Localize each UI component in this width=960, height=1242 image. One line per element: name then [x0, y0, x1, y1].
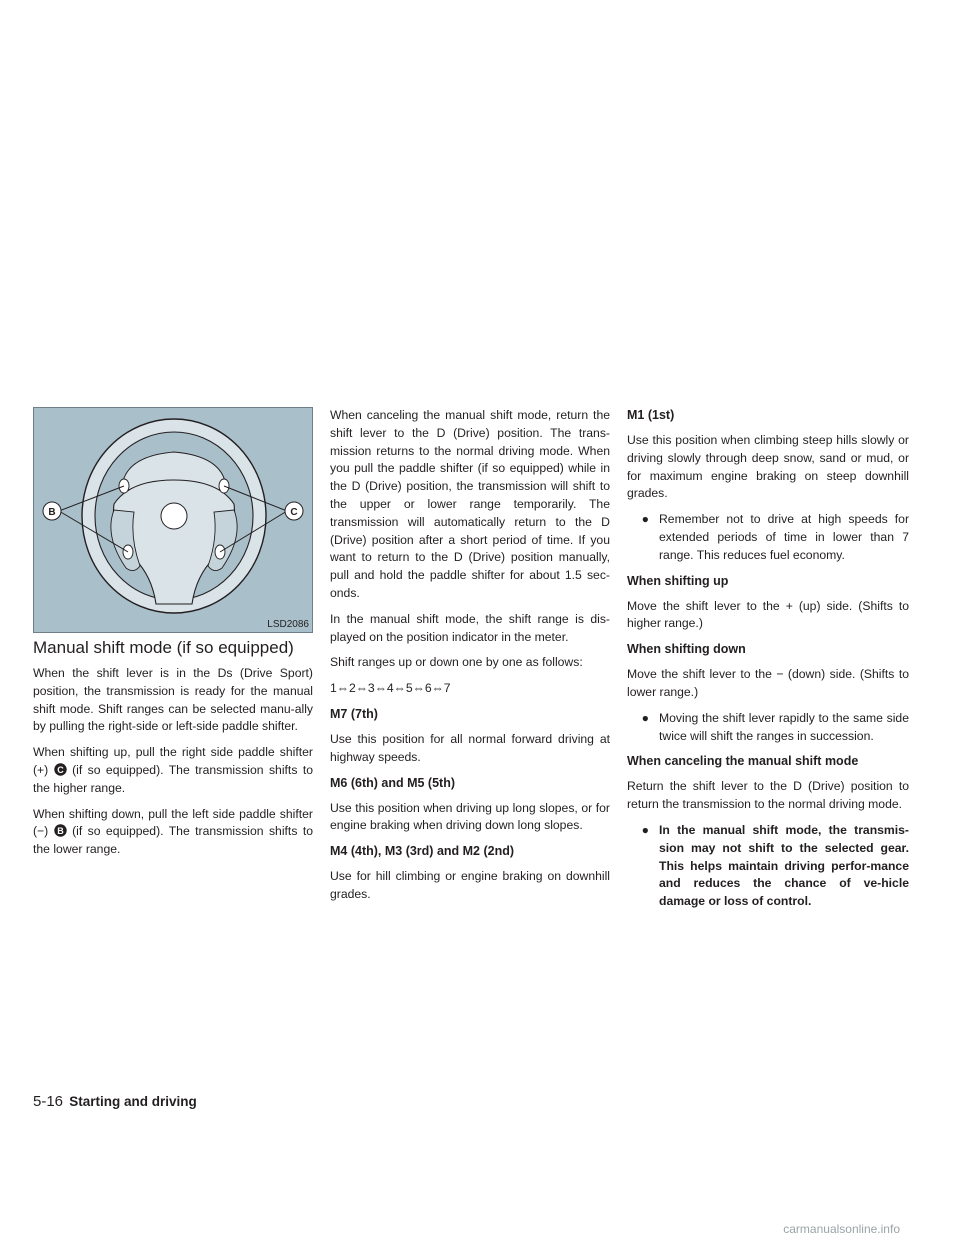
- heading-m7: M7 (7th): [330, 706, 378, 721]
- svg-text:B: B: [56, 826, 64, 837]
- steering-wheel-figure: [33, 407, 313, 633]
- page-number: 5-16: [33, 1093, 64, 1110]
- paragraph-m7: Use this position for all normal forward driving at highway speeds.: [330, 731, 610, 764]
- shift-sequence: 1⇔2⇔3⇔4⇔5⇔6⇔7: [330, 681, 451, 696]
- paragraph-m1: Use this position when climbing steep hills slowly or driving slowly through deep snow, sand or mud, or for maximum engine braking on steep downhill grades.: [627, 433, 909, 501]
- figure-label: LSD2086: [267, 619, 309, 630]
- bullet-icon: ●: [641, 710, 649, 725]
- paragraph-indicator: In the manual shift mode, the shift range is dis-played on the position indicator in the meter.: [330, 611, 610, 644]
- paragraph-canceling: When canceling the manual shift mode, return the shift lever to the D (Drive) position. The trans-mission returns to the normal driving mode. When you pull the paddle shifter (if so equipped) while in the D (Drive) position, the transmission will shift to the upper or lower range temporarily. The transmission will automatically return to the D (Drive) position after a short period of time. If you want to return to the D (Drive) position manually, pull and hold the paddle shifter for about 1.5 sec-onds.: [330, 408, 610, 600]
- paragraph-manual-mode: When the shift lever is in the Ds (Drive Sport) position, the transmission is ready for the manual shift mode. Shift ranges can be selected manu-ally by pulling the right-side or left-side paddle shifter.: [33, 666, 313, 734]
- bullet-icon: ●: [641, 512, 649, 527]
- column-2: [330, 407, 610, 904]
- heading-m1: M1 (1st): [627, 408, 675, 422]
- section-title: Manual shift mode (if so equipped): [33, 638, 294, 657]
- callout-b-symbol-icon: [54, 824, 67, 837]
- callout-c: [285, 502, 303, 520]
- heading-m4-m3-m2: M4 (4th), M3 (3rd) and M2 (2nd): [330, 844, 515, 859]
- page-footer: [33, 1093, 197, 1110]
- list-item: ● Moving the shift lever rapidly to the same side twice will shift the ranges in succession.: [627, 710, 909, 746]
- paragraph-m4-m3-m2: Use for hill climbing or engine braking on downhill grades.: [330, 869, 610, 901]
- paragraph-shift-up: When shifting up, pull the right side paddle shifter (+) C (if so equipped). The transmission shifts to the higher range.: [33, 745, 313, 795]
- list-item: ● In the manual shift mode, the transmis-sion may not shift to the selected gear. This helps maintain driving perfor-mance and reduces the chance of ve-hicle damage or loss of control.: [627, 822, 909, 911]
- svg-text:C: C: [56, 764, 64, 775]
- footer-section-name: Starting and driving: [69, 1094, 197, 1109]
- heading-m6-m5: M6 (6th) and M5 (5th): [330, 775, 455, 790]
- paragraph-ranges: Shift ranges up or down one by one as follows:: [330, 655, 583, 670]
- watermark: carmanualsonline.info: [783, 1222, 900, 1236]
- svg-text:C: C: [290, 507, 298, 518]
- heading-canceling-manual: When canceling the manual shift mode: [627, 754, 859, 769]
- steering-wheel-illustration: [34, 408, 312, 632]
- column-1: [33, 665, 313, 859]
- heading-shifting-down: When shifting down: [627, 642, 746, 657]
- callout-c-symbol-icon: [54, 763, 67, 776]
- paragraph-m6-m5: Use this position when driving up long slopes, or for engine braking when driving down long slopes.: [330, 800, 610, 833]
- paragraph-canceling-manual: Return the shift lever to the D (Drive) position to return the transmission to the normal driving mode.: [627, 779, 909, 812]
- heading-shifting-up: When shifting up: [627, 573, 729, 588]
- list-item: ● Remember not to drive at high speeds for extended periods of time in lower than 7 range. This reduces fuel economy.: [627, 511, 909, 564]
- svg-text:B: B: [48, 507, 56, 518]
- paragraph-shift-down: When shifting down, pull the left side paddle shifter (−) B (if so equipped). The transmission shifts to the lower range.: [33, 806, 313, 857]
- paragraph-shifting-up: Move the shift lever to the + (up) side. (Shifts to higher range.): [627, 598, 909, 631]
- paragraph-shifting-down: Move the shift lever to the − (down) side. (Shifts to lower range.): [627, 667, 909, 699]
- callout-b: [43, 502, 61, 520]
- column-3: [627, 407, 909, 911]
- bullet-icon: ●: [641, 822, 649, 837]
